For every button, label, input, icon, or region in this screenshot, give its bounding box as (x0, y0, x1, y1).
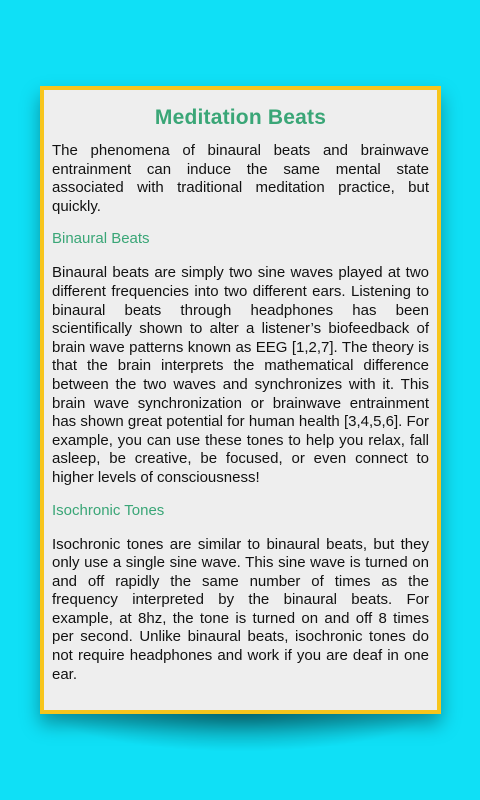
article-content[interactable] (44, 90, 437, 684)
article-card (40, 86, 441, 714)
section-heading-isochronic-tones: Isochronic Tones (52, 501, 165, 519)
section-body-isochronic-tones: Isochronic tones are similar to binaural beats, but they only use a single sine wave. This sine wave is turned on and off rapidly the same number of times as the frequency interpreted by the binaural beats. For example, at 8hz, the tone is turned on and off 8 times per second. Unlike binaural beats, isochronic tones do not require headphones and work if you are deaf in one ear. (52, 535, 429, 683)
card-shadow (50, 712, 430, 752)
section-heading-binaural-beats: Binaural Beats (52, 230, 150, 248)
article-title: Meditation Beats (154, 106, 327, 129)
section-body-binaural-beats: Binaural beats are simply two sine waves played at two different frequencies into two different ears. Listening to binaural beats through headphones has been scientifically shown to alter a listener’s biofeedback of brain wave patterns known as EEG [1,2,7]. The theory is that the brain interprets the mathematical difference between the two waves and synchronizes with it. This brain wave synchronization or brainwave entrainment has shown great potential for human health [3,4,5,6]. For example, you can use these tones to help you relax, fall asleep, be creative, be focused, or even connect to higher levels of consciousness! (52, 264, 429, 486)
intro-paragraph: The phenomena of binaural beats and brainwave entrainment can induce the same mental state associated with traditional meditation practice, but quickly. (52, 142, 429, 215)
